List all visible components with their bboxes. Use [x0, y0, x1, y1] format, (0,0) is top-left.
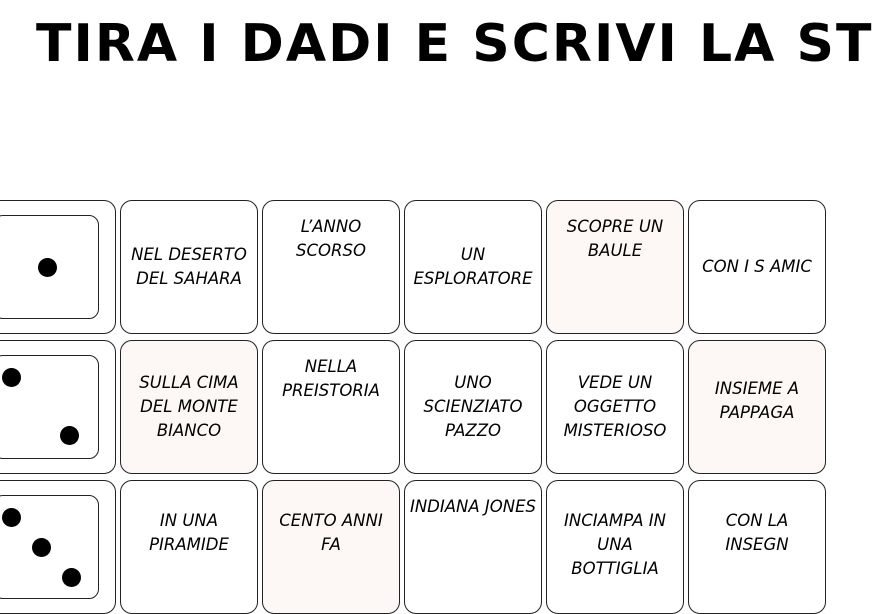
die-face-1	[0, 215, 99, 319]
die-cell-2	[0, 340, 116, 474]
story-cell-companion: CON LA INSEGN	[688, 480, 826, 614]
story-cell-companion: CON I S AMIC	[688, 200, 826, 334]
page-title: TIRA I DADI E SCRIVI LA ST	[36, 14, 873, 74]
die-pip	[2, 368, 21, 387]
die-cell-3	[0, 480, 116, 614]
die-face-3	[0, 495, 99, 599]
die-pip	[32, 538, 51, 557]
story-cell-time: NELLA PREISTORIA	[262, 340, 400, 474]
story-cell-character: INDIANA JONES	[404, 480, 542, 614]
story-cell-place: IN UNA PIRAMIDE	[120, 480, 258, 614]
story-cell-action: VEDE UN OGGETTO MISTERIOSO	[546, 340, 684, 474]
die-pip	[2, 508, 21, 527]
die-face-2	[0, 355, 99, 459]
die-pip	[62, 568, 81, 587]
die-pip	[38, 258, 57, 277]
story-cell-place: SULLA CIMA DEL MONTE BIANCO	[120, 340, 258, 474]
story-cell-action: SCOPRE UN BAULE	[546, 200, 684, 334]
story-cell-place: NEL DESERTO DEL SAHARA	[120, 200, 258, 334]
story-cell-time: L’ANNO SCORSO	[262, 200, 400, 334]
story-cell-time: CENTO ANNI FA	[262, 480, 400, 614]
story-cell-companion: INSIEME A PAPPAGA	[688, 340, 826, 474]
die-pip	[60, 426, 79, 445]
story-cell-character: UN ESPLORATORE	[404, 200, 542, 334]
die-cell-1	[0, 200, 116, 334]
story-cell-action: INCIAMPA IN UNA BOTTIGLIA	[546, 480, 684, 614]
story-cell-character: UNO SCIENZIATO PAZZO	[404, 340, 542, 474]
